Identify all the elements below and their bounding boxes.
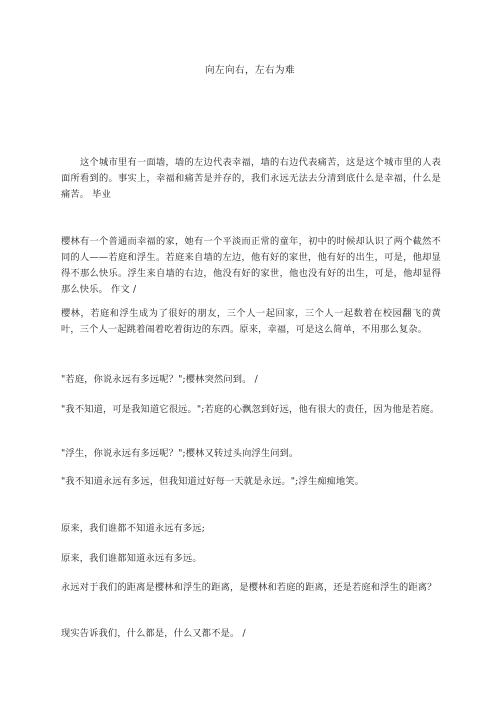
paragraph-3: 樱林，若庭和浮生成为了很好的朋友，三个人一起回家，三个人一起数着在校园翻飞的黄叶，三个人一起跳着闹着吃着街边的东西。原来，幸福，可是这么简单，不用那么复杂。 — [61, 308, 441, 335]
paragraph-9: 原来，我们谁都知道永远有多远。 — [61, 553, 202, 564]
paragraph-1: 这个城市里有一面墙，墙的左边代表幸福，墙的右边代表痛苦，这是这个城市里的人表面所看到的。事实上，幸福和痛苦是并存的，我们永远无法去分清到底什么是幸福，什么是痛苦。 毕业 — [61, 157, 441, 200]
paragraph-6: "浮生，你说永远有多远呢？";樱林又转过头向浮生问到。 — [61, 448, 299, 459]
paragraph-11: 现实告诉我们，什么都是，什么又都不是。 / — [61, 628, 246, 639]
paragraph-2: 樱林有一个普通而幸福的家，她有一个平淡而正常的童年，初中的时候却认识了两个截然不同的人——若庭和浮生。若庭来自墙的左边，他有好的家世，他有好的出生，可是，他却显得不那么快乐。浮生来自墙的右边，他没有好的家世，他也没有好的出生，可是，他却显得那么快乐。 作文 / — [61, 236, 441, 295]
paragraph-7: "我不知道永远有多远，但我知道过好每一天就是永远。";浮生痴痴地笑。 — [61, 476, 365, 487]
paragraph-5: "我不知道，可是我知道它很远。";若庭的心飘忽到好远，他有很大的责任，因为他是若庭。 — [61, 404, 440, 415]
paragraph-4: "若庭，你说永远有多远呢？";樱林突然问到。 / — [61, 374, 258, 385]
paragraph-10: 永远对于我们的距离是樱林和浮生的距离，是樱林和若庭的距离，还是若庭和浮生的距离？ — [61, 582, 437, 593]
document-title: 向左向右，左右为难 — [204, 65, 295, 76]
paragraph-8: 原来，我们谁都不知道永远有多远; — [61, 523, 206, 534]
